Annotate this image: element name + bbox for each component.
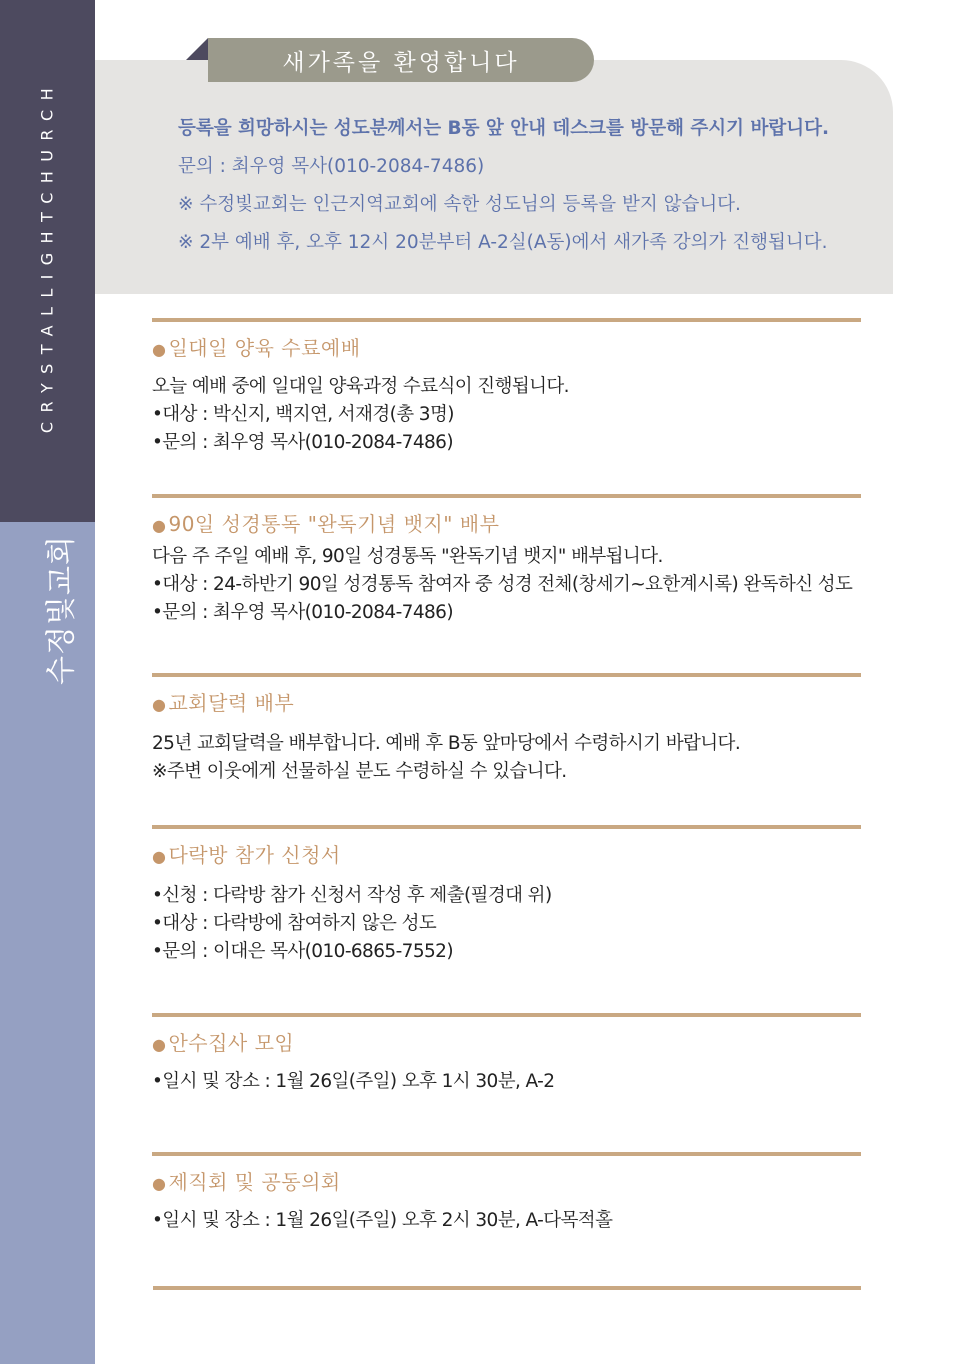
section-church-calendar: [152, 673, 861, 786]
section-line: •문의 : 최우영 목사(010-2084-7486): [152, 432, 453, 453]
section-divider: [152, 825, 861, 829]
section-divider: [152, 318, 861, 322]
section-divider: [152, 1152, 861, 1156]
section-title: ● 교회달력 배부: [152, 691, 295, 715]
section-line: •대상 : 박신지, 백지연, 서재경(총 3명): [152, 404, 454, 425]
welcome-line: ※ 2부 예배 후, 오후 12시 20분부터 A-2실(A동)에서 새가족 강의가 진행됩니다.: [178, 232, 828, 253]
section-title: ● 제직회 및 공동의회: [152, 1170, 341, 1194]
section-line: •문의 : 이대은 목사(010-6865-7552): [152, 941, 453, 962]
welcome-line: 문의 : 최우영 목사(010-2084-7486): [178, 156, 485, 177]
welcome-tab-corner: [186, 38, 208, 60]
section-line: 25년 교회달력을 배부합니다. 예배 후 B동 앞마당에서 수령하시기 바랍니다.: [152, 733, 741, 754]
welcome-title: 새가족을 환영합니다: [208, 38, 594, 82]
section-graduation-worship: [152, 318, 861, 457]
section-divider: [152, 494, 861, 498]
section-line: ※주변 이웃에게 선물하실 분도 수령하실 수 있습니다.: [152, 761, 567, 782]
section-line: •신청 : 다락방 참가 신청서 작성 후 제출(필경대 위): [152, 885, 552, 906]
welcome-line: ※ 수정빛교회는 인근지역교회에 속한 성도님의 등록을 받지 않습니다.: [178, 194, 741, 215]
bullet-dot-icon: ●: [152, 695, 167, 714]
section-line: •일시 및 장소 : 1월 26일(주일) 오후 1시 30분, A-2: [152, 1071, 555, 1092]
bullet-dot-icon: ●: [152, 1174, 167, 1193]
church-name-korean: 수정빛교회: [44, 535, 79, 685]
section-deacon-meeting: [152, 1013, 861, 1096]
section-title: ● 90일 성경통독 "완독기념 뱃지" 배부: [152, 512, 500, 536]
section-line: •문의 : 최우영 목사(010-2084-7486): [152, 602, 453, 623]
section-small-group-application: [152, 825, 861, 966]
section-divider: [152, 673, 861, 677]
bullet-dot-icon: ●: [152, 847, 167, 866]
bullet-dot-icon: ●: [152, 1035, 167, 1054]
section-line: •대상 : 24-하반기 90일 성경통독 참여자 중 성경 전체(창세기~요한계시록) 완독하신 성도: [152, 574, 853, 595]
bullet-dot-icon: ●: [152, 340, 167, 359]
section-divider: [152, 1013, 861, 1017]
section-line: 오늘 예배 중에 일대일 양육과정 수료식이 진행됩니다.: [152, 376, 569, 397]
bullet-dot-icon: ●: [152, 516, 167, 535]
section-line: 다음 주 주일 예배 후, 90일 성경통독 "완독기념 뱃지" 배부됩니다.: [152, 546, 663, 567]
closing-divider: [153, 1286, 861, 1290]
section-title: ● 일대일 양육 수료예배: [152, 336, 361, 360]
church-name-english: CRYSTALLIGHTCHURCH: [37, 78, 57, 434]
section-bible-reading-badge: [152, 494, 861, 627]
section-line: •대상 : 다락방에 참여하지 않은 성도: [152, 913, 437, 934]
section-council-meeting: [152, 1152, 861, 1235]
section-title: ● 다락방 참가 신청서: [152, 843, 341, 867]
welcome-line: 등록을 희망하시는 성도분께서는 B동 앞 안내 데스크를 방문해 주시기 바랍니다.: [178, 118, 829, 139]
section-line: •일시 및 장소 : 1월 26일(주일) 오후 2시 30분, A-다목적홀: [152, 1210, 613, 1231]
section-title: ● 안수집사 모임: [152, 1031, 295, 1055]
